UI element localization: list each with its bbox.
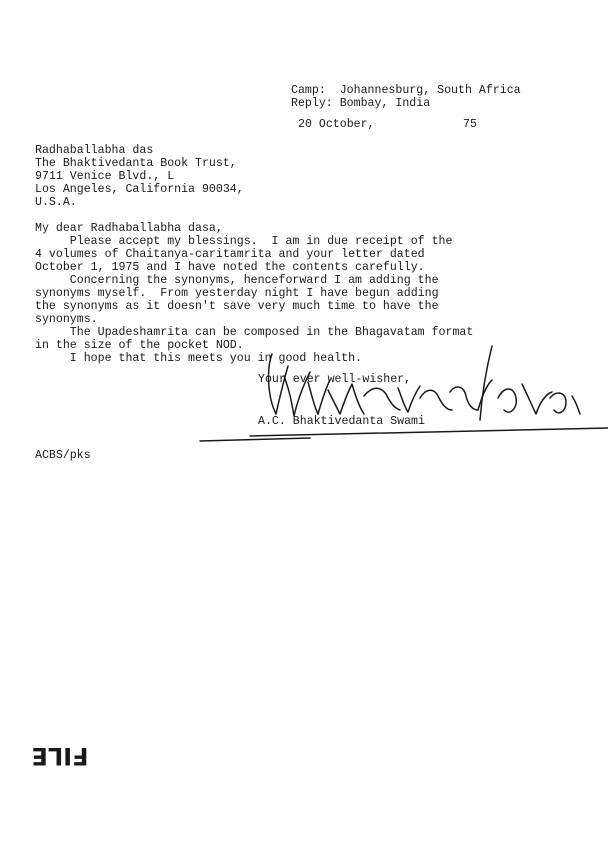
address-line: 9711 Venice Blvd., L <box>35 170 175 183</box>
date-line: 20 October, <box>298 118 375 131</box>
body-line: 4 volumes of Chaitanya-caritamrita and your letter dated <box>35 248 425 261</box>
signer-name: A.C. Bhaktivedanta Swami <box>258 415 425 428</box>
salutation: My dear Radhaballabha dasa, <box>35 222 223 235</box>
date-year: 75 <box>463 118 477 131</box>
body-line: Concerning the synonyms, henceforward I am adding the <box>35 274 439 287</box>
reference-initials: ACBS/pks <box>35 449 91 462</box>
body-line: I hope that this meets you in good health. <box>35 352 362 365</box>
address-line: U.S.A. <box>35 196 77 209</box>
camp-line: Camp: Johannesburg, South Africa <box>291 84 521 97</box>
body-line: the synonyms as it doesn't save very much time to have the <box>35 300 439 313</box>
handwritten-signature <box>180 336 608 456</box>
address-line: The Bhaktivedanta Book Trust, <box>35 157 237 170</box>
address-line: Los Angeles, California 90034, <box>35 183 244 196</box>
file-stamp-text: FILE <box>31 742 89 770</box>
body-line: in the size of the pocket NOD. <box>35 339 244 352</box>
body-line: synonyms. <box>35 313 98 326</box>
reply-line: Reply: Bombay, India <box>291 97 431 110</box>
complimentary-close: Your ever well-wisher, <box>258 373 412 386</box>
body-line: The Upadeshamrita can be composed in the Bhagavatam format <box>35 326 474 339</box>
body-line: synonyms myself. From yesterday night I have begun adding <box>35 287 439 300</box>
body-line: Please accept my blessings. I am in due receipt of the <box>35 235 453 248</box>
body-line: October 1, 1975 and I have noted the contents carefully. <box>35 261 425 274</box>
address-line: Radhaballabha das <box>35 144 154 157</box>
file-stamp <box>29 740 91 770</box>
